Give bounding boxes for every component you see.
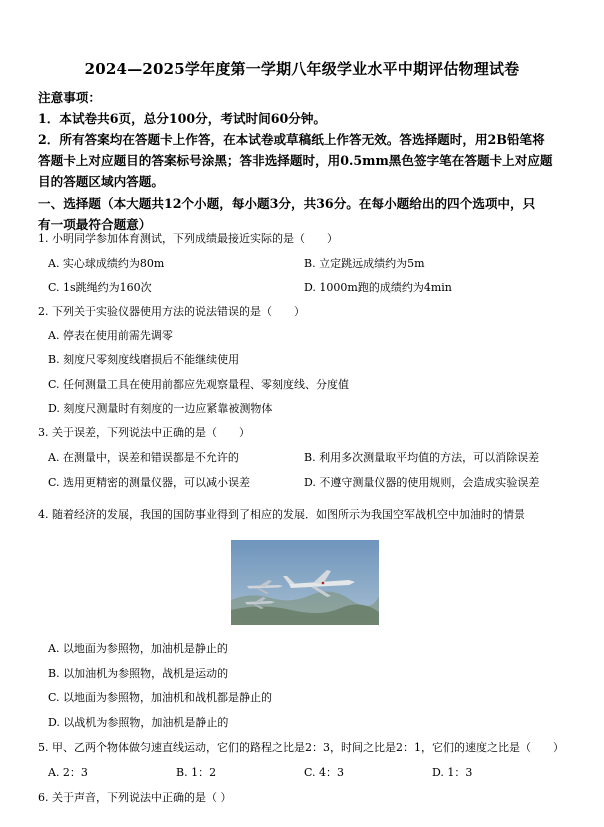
q1-option-b: B. 立定跳远成绩约为5m	[304, 257, 425, 270]
q3-option-a: A. 在测量中，误差和错误都是不允许的	[48, 451, 239, 464]
q4-option-d: D. 以战机为参照物，加油机是静止的	[48, 716, 229, 729]
q4-option-b: B. 以加油机为参照物，战机是运动的	[48, 667, 229, 680]
q5-option-a: A. 2：3	[48, 766, 88, 779]
notice-heading: 注意事项：	[38, 90, 101, 105]
q3-option-d: D. 不遵守测量仪器的使用规则，会造成实验误差	[304, 476, 540, 489]
notice-item-2-line-2: 答题卡上对应题目的答案标号涂黑；答非选择题时，用0.5mm黑色签字笔在答题卡上对应题	[38, 153, 553, 168]
notice-item-2-line-3: 目的答题区域内答题。	[38, 174, 164, 189]
q1-option-d: D. 1000m跑的成绩约为4min	[304, 281, 452, 294]
q2-option-a: A. 停表在使用前需先调零	[48, 329, 173, 342]
q4-stem: 4. 随着经济的发展，我国的国防事业得到了相应的发展．如图所示为我国空军战机空中加油时的情景	[38, 508, 525, 521]
notice-item-2-line-1: 2．所有答案均在答题卡上作答，在本试卷或草稿纸上作答无效。答选择题时，用2B铅笔将	[38, 132, 545, 147]
q2-option-d: D. 刻度尺测量时有刻度的一边应紧靠被测物体	[48, 402, 273, 415]
section-heading-line-1: 一、选择题（本大题共12个小题，每小题3分，共36分。在每小题给出的四个选项中，只	[38, 196, 536, 211]
q5-option-b: B. 1：2	[176, 766, 217, 779]
aerial-refueling-photo	[231, 540, 379, 625]
q5-option-d: D. 1：3	[432, 766, 473, 779]
q2-option-b: B. 刻度尺零刻度线磨损后不能继续使用	[48, 353, 240, 366]
q1-stem: 1. 小明同学参加体育测试，下列成绩最接近实际的是（ ）	[38, 232, 338, 245]
q2-option-c: C. 任何测量工具在使用前都应先观察量程、零刻度线、分度值	[48, 378, 350, 391]
q3-option-c: C. 选用更精密的测量仪器，可以减小误差	[48, 476, 251, 489]
section-heading-line-2: 有一项最符合题意）	[38, 217, 152, 232]
q5-stem: 5. 甲、乙两个物体做匀速直线运动，它们的路程之比是2：3，时间之比是2：1，它们的速度之比是（ ）	[38, 741, 564, 754]
notice-item-1: 1．本试卷共6页，总分100分，考试时间60分钟。	[38, 111, 327, 126]
exam-title: 2024—2025学年度第一学期八年级学业水平中期评估物理试卷	[84, 60, 520, 78]
q6-stem: 6. 关于声音，下列说法中正确的是（ ）	[38, 791, 232, 804]
q4-option-a: A. 以地面为参照物，加油机是静止的	[48, 642, 228, 655]
q1-option-c: C. 1s跳绳约为160次	[48, 281, 152, 294]
q1-option-a: A. 实心球成绩约为80m	[48, 257, 165, 270]
q4-option-c: C. 以地面为参照物，加油机和战机都是静止的	[48, 691, 273, 704]
q5-option-c: C. 4：3	[304, 766, 345, 779]
q3-option-b: B. 利用多次测量取平均值的方法，可以消除误差	[304, 451, 540, 464]
q2-stem: 2. 下列关于实验仪器使用方法的说法错误的是（ ）	[38, 305, 305, 318]
q3-stem: 3. 关于误差，下列说法中正确的是（ ）	[38, 426, 250, 439]
